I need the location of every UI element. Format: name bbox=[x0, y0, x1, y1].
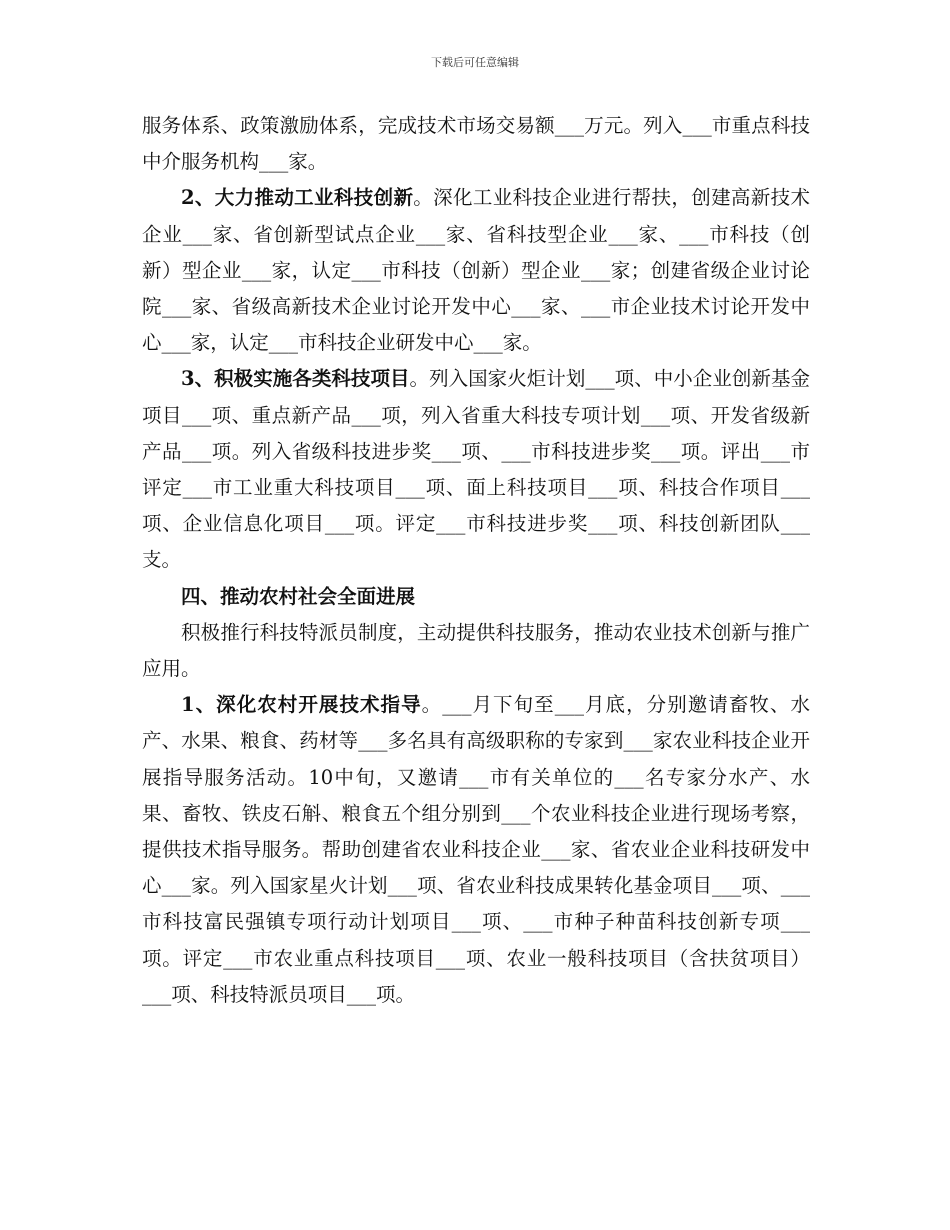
paragraph-text: 。列入国家火炬计划___项、中小企业创新基金项目___项、重点新产品___项，列入省重大科技专项计划___项、开发省级新产品___项。列入省级科技进步奖___项、___市科技进步奖___项。评出___市评定___市工业重大科技项目___项、面上科技项目___项、科技合作项目___项、企业信息化项目___项。评定___市科技进步奖___项、科技创新团队___支。 bbox=[142, 367, 810, 572]
paragraph-intro bbox=[142, 615, 810, 687]
paragraph-industrial-innovation bbox=[142, 180, 810, 361]
paragraph-text: 积极推行科技特派员制度，主动提供科技服务，推动农业技术创新与推广应用。 bbox=[142, 620, 810, 681]
paragraph-rural-guidance bbox=[142, 687, 810, 1013]
paragraph-text: 服务体系、政策激励体系，完成技术市场交易额___万元。列入___市重点科技中介服务机构___家。 bbox=[142, 114, 810, 174]
paragraph-text: 。___月下旬至___月底，分别邀请畜牧、水产、水果、粮食、药材等___多名具有高级职称的专家到___家农业科技企业开展指导服务活动。10中旬，又邀请___市有关单位的___名专家分水产、水果、畜牧、铁皮石斛、粮食五个组分别到___个农业科技企业进行现场考察，提供技术指导服务。帮助创建省农业科技企业___家、省农业企业科技研发中心___家。列入国家星火计划___项、省农业科技成果转化基金项目___项、___市科技富民强镇专项行动计划项目___项、___市种子种苗科技创新专项___项。评定___市农业重点科技项目___项、农业一般科技项目（含扶贫项目）___项、科技特派员项目___项。 bbox=[142, 693, 810, 1006]
paragraph-lead: 3、积极实施各类科技项目 bbox=[181, 367, 410, 391]
paragraph-lead: 1、深化农村开展技术指导 bbox=[181, 693, 422, 717]
document-body bbox=[142, 108, 810, 1013]
paragraph-continuation bbox=[142, 108, 810, 180]
paragraph-lead: 2、大力推动工业科技创新 bbox=[181, 186, 414, 210]
paragraph-text: 。深化工业科技企业进行帮扶，创建高新技术企业___家、省创新型试点企业___家、省科技型企业___家、___市科技（创新）型企业___家，认定___市科技（创新）型企业___家；创建省级企业讨论院___家、省级高新技术企业讨论开发中心___家、___市企业技术讨论开发中心___家，认定___市科技企业研发中心___家。 bbox=[142, 186, 810, 355]
paragraph-tech-projects bbox=[142, 361, 810, 578]
page-header: 下载后可任意编辑 bbox=[431, 56, 519, 69]
section-heading: 四、推动农村社会全面进展 bbox=[181, 584, 416, 608]
